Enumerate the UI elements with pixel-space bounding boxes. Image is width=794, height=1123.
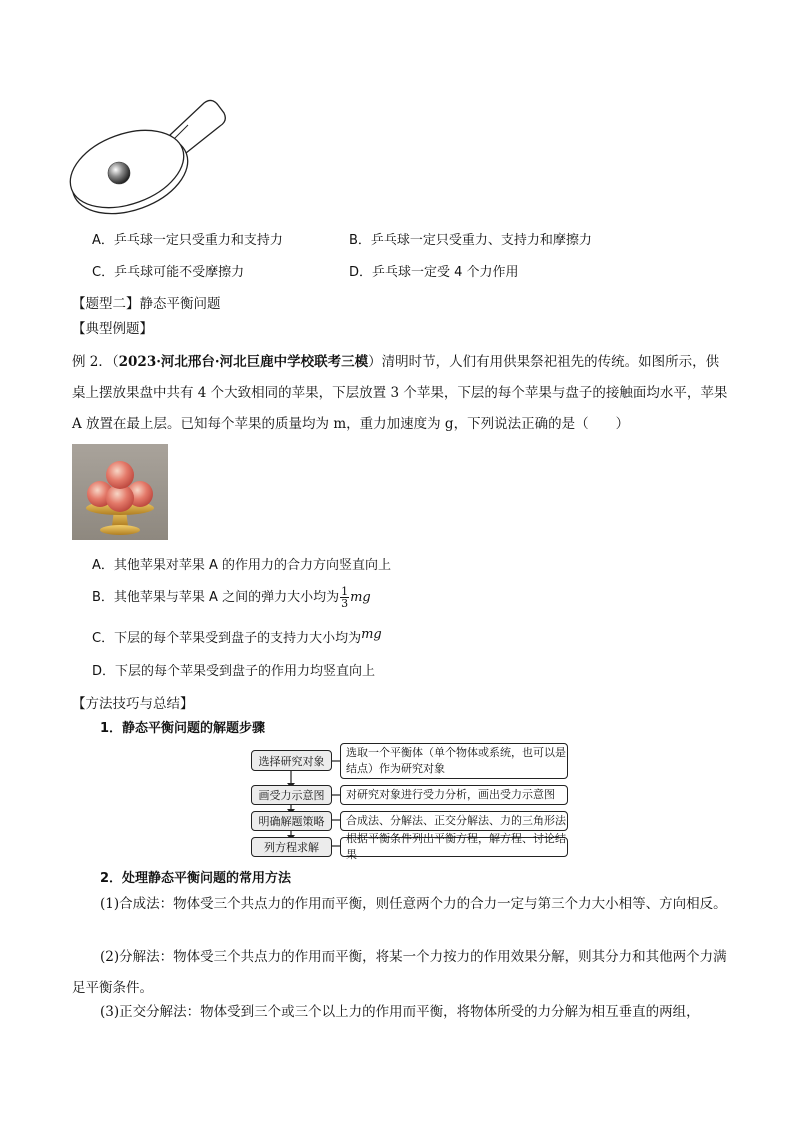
method-synthesis: (1)合成法：物体受三个共点力的作用而平衡，则任意两个力的合力一定与第三个力大小相等、方向相反。 (100, 896, 727, 912)
example2-prefix: 例 2．（ (72, 354, 119, 370)
method-orthogonal: (3)正交分解法：物体受到三个或三个以上力的作用而平衡，将物体所受的力分解为相互垂直的两组， (100, 1004, 700, 1020)
example2-option-d: D．下层的每个苹果受到盘子的作用力均竖直向上 (92, 664, 376, 679)
flow-step-4-desc: 根据平衡条件列出平衡方程，解方程、讨论结果 (340, 837, 568, 857)
methods-title: 2．处理静态平衡问题的常用方法 (100, 871, 292, 886)
q1-option-a: A．乒乓球一定只受重力和支持力 (92, 233, 283, 248)
example2-source: 2023·河北邢台·河北巨鹿中学校联考三模 (118, 354, 369, 370)
flow-step-3-desc: 合成法、分解法、正交分解法、力的三角形法 (340, 811, 568, 831)
q1-option-d: D．乒乓球一定受 4 个力作用 (349, 265, 519, 280)
example2-option-a: A．其他苹果对苹果 A 的作用力的合力方向竖直向上 (92, 558, 392, 573)
flow-step-2-label: 画受力示意图 (251, 785, 332, 805)
section-heading-type2: 【题型二】静态平衡问题 (72, 296, 221, 312)
flow-step-2-desc: 对研究对象进行受力分析，画出受力示意图 (340, 785, 568, 805)
flow-step-1-desc: 选取一个平衡体（单个物体或系统，也可以是结点）作为研究对象 (340, 743, 568, 779)
fraction-one-third: $\frac{1}{3}$ (341, 585, 349, 610)
example2-question (72, 347, 732, 440)
example2-option-b: B．其他苹果与苹果 A 之间的弹力大小均为 $\frac{1}{3}$ mg (92, 585, 371, 610)
example2-body: ）清明时节，人们有用供果祭祀祖先的传统。如图所示，供桌上摆放果盘中共有 4 个大致相同的苹果，下层放置 3 个苹果，下层的每个苹果与盘子的接触面均水平，苹果 A 放置在最上层。已知每个苹果的质量均为 m，重力加速度为 g，下列说法正确的是（ ） (72, 354, 728, 432)
section-heading-method: 【方法技巧与总结】 (72, 696, 194, 712)
q1-option-c: C．乒乓球可能不受摩擦力 (92, 265, 245, 280)
method-decomposition: (2)分解法：物体受三个共点力的作用而平衡，将某一个力按力的作用效果分解，则其分力和其他两个力满足平衡条件。 (72, 949, 727, 996)
steps-title: 1．静态平衡问题的解题步骤 (100, 721, 266, 736)
apple-plate-photo (72, 444, 168, 540)
flow-step-3-label: 明确解题策略 (251, 811, 332, 831)
flow-step-1-label: 选择研究对象 (251, 750, 332, 771)
example2-option-c: C．下层的每个苹果受到盘子的支持力大小均为mg (92, 627, 382, 646)
ping-pong-paddle-figure (66, 95, 236, 215)
q1-option-b: B．乒乓球一定只受重力、支持力和摩擦力 (349, 233, 592, 248)
flow-step-4-label: 列方程求解 (251, 837, 332, 857)
section-heading-example: 【典型例题】 (72, 321, 153, 337)
